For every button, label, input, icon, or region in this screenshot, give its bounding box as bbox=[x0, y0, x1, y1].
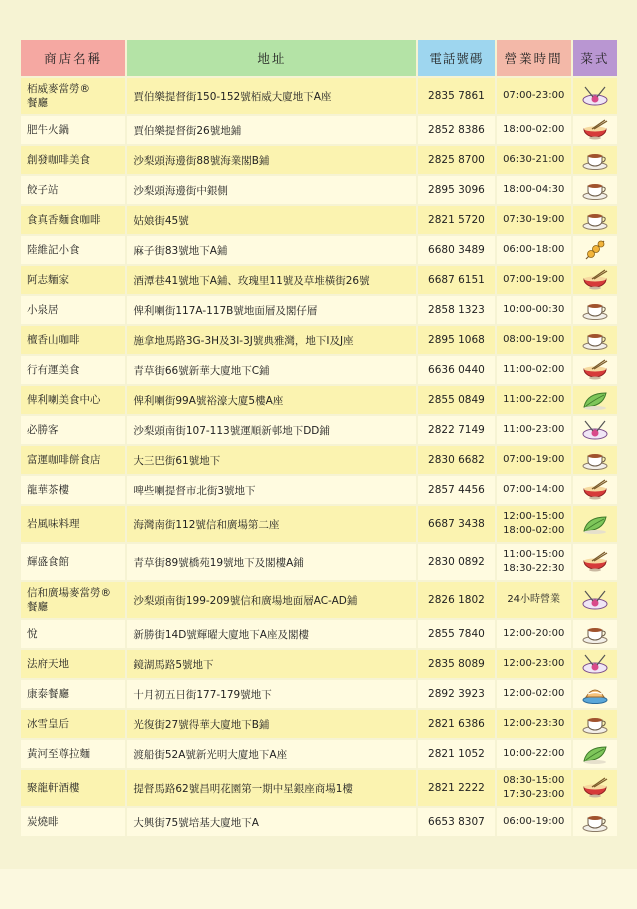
table-row bbox=[21, 506, 617, 542]
hours-cell: 06:30-21:00 bbox=[497, 146, 571, 174]
hours-cell: 11:00-02:00 bbox=[497, 356, 571, 384]
menu-type-cell bbox=[573, 326, 617, 354]
store-name-cell: 龍華茶樓 bbox=[21, 476, 125, 504]
hours-cell: 08:30-15:00 17:30-23:00 bbox=[497, 770, 571, 806]
store-name-cell: 黃河至尊拉麵 bbox=[21, 740, 125, 768]
phone-cell: 6687 6151 bbox=[418, 266, 494, 294]
address-cell: 海灣南街112號信和廣場第二座 bbox=[127, 506, 416, 542]
header-menu: 菜式 bbox=[573, 40, 617, 76]
table-row bbox=[21, 770, 617, 806]
phone-cell: 2835 7861 bbox=[418, 78, 494, 114]
hours-cell: 07:00-19:00 bbox=[497, 446, 571, 474]
address-cell: 沙梨頭南街107-113號運順新邨地下DD鋪 bbox=[127, 416, 416, 444]
address-cell: 俾利喇街117A-117B號地面層及閣仔層 bbox=[127, 296, 416, 324]
store-name-cell: 行有運美食 bbox=[21, 356, 125, 384]
menu-type-cell bbox=[573, 176, 617, 204]
menu-type-cell bbox=[573, 146, 617, 174]
hours-cell: 10:00-22:00 bbox=[497, 740, 571, 768]
phone-cell: 2858 1323 bbox=[418, 296, 494, 324]
address-cell: 俾利喇街99A號裕濠大廈5樓A座 bbox=[127, 386, 416, 414]
menu-type-cell bbox=[573, 770, 617, 806]
hours-cell: 08:00-19:00 bbox=[497, 326, 571, 354]
header-store-name: 商店名稱 bbox=[21, 40, 125, 76]
address-cell: 沙梨頭海邊街中銀側 bbox=[127, 176, 416, 204]
table-row bbox=[21, 116, 617, 144]
store-name-cell: 信和廣場麥當勞® 餐廳 bbox=[21, 582, 125, 618]
coffee-cup-icon bbox=[573, 209, 617, 231]
hours-cell: 11:00-23:00 bbox=[497, 416, 571, 444]
store-name-cell: 小泉居 bbox=[21, 296, 125, 324]
hours-cell: 12:00-23:30 bbox=[497, 710, 571, 738]
coffee-cup-icon bbox=[573, 149, 617, 171]
phone-cell: 2821 5720 bbox=[418, 206, 494, 234]
phone-cell: 2822 7149 bbox=[418, 416, 494, 444]
hours-cell: 12:00-02:00 bbox=[497, 680, 571, 708]
coffee-cup-icon bbox=[573, 713, 617, 735]
phone-cell: 2821 6386 bbox=[418, 710, 494, 738]
menu-type-cell bbox=[573, 296, 617, 324]
chinese-bowl-icon bbox=[573, 359, 617, 381]
store-name-cell: 悅 bbox=[21, 620, 125, 648]
table-row bbox=[21, 710, 617, 738]
phone-cell: 2821 1052 bbox=[418, 740, 494, 768]
store-name-cell: 栢威麥當勞® 餐廳 bbox=[21, 78, 125, 114]
phone-cell: 2821 2222 bbox=[418, 770, 494, 806]
hours-cell: 07:00-19:00 bbox=[497, 266, 571, 294]
address-cell: 提督馬路62號昌明花園第一期中星銀座商場1樓 bbox=[127, 770, 416, 806]
menu-type-cell bbox=[573, 386, 617, 414]
green-leaf-icon bbox=[573, 743, 617, 765]
coffee-cup-icon bbox=[573, 623, 617, 645]
phone-cell: 2895 1068 bbox=[418, 326, 494, 354]
store-name-cell: 法府天地 bbox=[21, 650, 125, 678]
table-row bbox=[21, 236, 617, 264]
table-row bbox=[21, 582, 617, 618]
phone-cell: 2835 8089 bbox=[418, 650, 494, 678]
menu-type-cell bbox=[573, 416, 617, 444]
menu-type-cell bbox=[573, 116, 617, 144]
menu-type-cell bbox=[573, 650, 617, 678]
fast-food-icon bbox=[573, 419, 617, 441]
chinese-bowl-icon bbox=[573, 119, 617, 141]
store-name-cell: 俾利喇美食中心 bbox=[21, 386, 125, 414]
store-name-cell: 康泰餐廳 bbox=[21, 680, 125, 708]
table-row bbox=[21, 680, 617, 708]
menu-type-cell bbox=[573, 476, 617, 504]
table-row bbox=[21, 740, 617, 768]
phone-cell: 2830 0892 bbox=[418, 544, 494, 580]
table-row bbox=[21, 146, 617, 174]
phone-cell: 6680 3489 bbox=[418, 236, 494, 264]
menu-type-cell bbox=[573, 680, 617, 708]
chinese-bowl-icon bbox=[573, 777, 617, 799]
address-cell: 大興街75號培基大廈地下A bbox=[127, 808, 416, 836]
page-footer-band bbox=[0, 869, 637, 909]
table-row bbox=[21, 326, 617, 354]
menu-type-cell bbox=[573, 506, 617, 542]
coffee-cup-icon bbox=[573, 449, 617, 471]
fast-food-icon bbox=[573, 653, 617, 675]
hours-cell: 06:00-18:00 bbox=[497, 236, 571, 264]
address-cell: 沙梨頭南街199-209號信和廣場地面層AC-AD鋪 bbox=[127, 582, 416, 618]
table-row bbox=[21, 808, 617, 836]
address-cell: 鏡湖馬路5號地下 bbox=[127, 650, 416, 678]
store-name-cell: 檀香山咖啡 bbox=[21, 326, 125, 354]
hours-cell: 07:00-14:00 bbox=[497, 476, 571, 504]
address-cell: 渡船街52A號新光明大廈地下A座 bbox=[127, 740, 416, 768]
address-cell: 賈伯樂提督街150-152號栢威大廈地下A座 bbox=[127, 78, 416, 114]
table-row bbox=[21, 386, 617, 414]
phone-cell: 2852 8386 bbox=[418, 116, 494, 144]
hours-cell: 12:00-20:00 bbox=[497, 620, 571, 648]
table-row bbox=[21, 296, 617, 324]
address-cell: 賈伯樂提督街26號地鋪 bbox=[127, 116, 416, 144]
address-cell: 光復街27號得華大廈地下B鋪 bbox=[127, 710, 416, 738]
store-name-cell: 富運咖啡餅食店 bbox=[21, 446, 125, 474]
green-leaf-icon bbox=[573, 513, 617, 535]
table-row bbox=[21, 176, 617, 204]
store-name-cell: 創發咖啡美食 bbox=[21, 146, 125, 174]
table-row bbox=[21, 356, 617, 384]
address-cell: 姑娘街45號 bbox=[127, 206, 416, 234]
header-hours: 營業時間 bbox=[497, 40, 571, 76]
fast-food-icon bbox=[573, 85, 617, 107]
table-row bbox=[21, 650, 617, 678]
address-cell: 麻子街83號地下A鋪 bbox=[127, 236, 416, 264]
coffee-cup-icon bbox=[573, 299, 617, 321]
menu-type-cell bbox=[573, 266, 617, 294]
coffee-cup-icon bbox=[573, 179, 617, 201]
address-cell: 施拿地馬路3G-3H及3I-3J號典雅灣，地下I及J座 bbox=[127, 326, 416, 354]
address-cell: 大三巴街61號地下 bbox=[127, 446, 416, 474]
hours-cell: 07:30-19:00 bbox=[497, 206, 571, 234]
address-cell: 十月初五日街177-179號地下 bbox=[127, 680, 416, 708]
address-cell: 沙梨頭海邊街88號海業閣B鋪 bbox=[127, 146, 416, 174]
chinese-bowl-icon bbox=[573, 269, 617, 291]
header-address: 地址 bbox=[127, 40, 416, 76]
store-name-cell: 冰雪皇后 bbox=[21, 710, 125, 738]
table-row bbox=[21, 446, 617, 474]
phone-cell: 2855 0849 bbox=[418, 386, 494, 414]
phone-cell: 2826 1802 bbox=[418, 582, 494, 618]
menu-type-cell bbox=[573, 544, 617, 580]
hours-cell: 11:00-22:00 bbox=[497, 386, 571, 414]
phone-cell: 6687 3438 bbox=[418, 506, 494, 542]
phone-cell: 6653 8307 bbox=[418, 808, 494, 836]
table-row bbox=[21, 78, 617, 114]
green-leaf-icon bbox=[573, 389, 617, 411]
store-name-cell: 陸維記小食 bbox=[21, 236, 125, 264]
chinese-bowl-icon bbox=[573, 479, 617, 501]
table-row bbox=[21, 476, 617, 504]
hours-cell: 07:00-23:00 bbox=[497, 78, 571, 114]
phone-cell: 2892 3923 bbox=[418, 680, 494, 708]
hours-cell: 18:00-04:30 bbox=[497, 176, 571, 204]
store-name-cell: 阿志麵家 bbox=[21, 266, 125, 294]
coffee-cup-icon bbox=[573, 329, 617, 351]
store-name-cell: 必勝客 bbox=[21, 416, 125, 444]
store-name-cell: 聚龍軒酒樓 bbox=[21, 770, 125, 806]
store-name-cell: 食真香麵食咖啡 bbox=[21, 206, 125, 234]
dessert-icon bbox=[573, 683, 617, 705]
address-cell: 酒潭巷41號地下A鋪、玫瑰里11號及草堆橫街26號 bbox=[127, 266, 416, 294]
restaurant-directory-table bbox=[19, 38, 619, 838]
menu-type-cell bbox=[573, 740, 617, 768]
phone-cell: 2830 6682 bbox=[418, 446, 494, 474]
coffee-cup-icon bbox=[573, 811, 617, 833]
hours-cell: 12:00-15:00 18:00-02:00 bbox=[497, 506, 571, 542]
hours-cell: 18:00-02:00 bbox=[497, 116, 571, 144]
header-phone: 電話號碼 bbox=[418, 40, 494, 76]
address-cell: 青草街89號橋苑19號地下及閣樓A鋪 bbox=[127, 544, 416, 580]
store-name-cell: 肥牛火鍋 bbox=[21, 116, 125, 144]
menu-type-cell bbox=[573, 808, 617, 836]
hours-cell: 11:00-15:00 18:30-22:30 bbox=[497, 544, 571, 580]
store-name-cell: 輝盛食館 bbox=[21, 544, 125, 580]
hours-cell: 06:00-19:00 bbox=[497, 808, 571, 836]
phone-cell: 6636 0440 bbox=[418, 356, 494, 384]
table-header-row bbox=[21, 40, 617, 76]
table-row bbox=[21, 544, 617, 580]
menu-type-cell bbox=[573, 356, 617, 384]
address-cell: 啤些喇提督市北街3號地下 bbox=[127, 476, 416, 504]
table-row bbox=[21, 266, 617, 294]
hours-cell: 10:00-00:30 bbox=[497, 296, 571, 324]
phone-cell: 2895 3096 bbox=[418, 176, 494, 204]
menu-type-cell bbox=[573, 446, 617, 474]
store-name-cell: 炭燒啡 bbox=[21, 808, 125, 836]
table-row bbox=[21, 206, 617, 234]
chinese-bowl-icon bbox=[573, 551, 617, 573]
menu-type-cell bbox=[573, 78, 617, 114]
address-cell: 青草街66號新華大廈地下C鋪 bbox=[127, 356, 416, 384]
hours-cell: 24小時營業 bbox=[497, 582, 571, 618]
table-row bbox=[21, 416, 617, 444]
store-name-cell: 岩風味料理 bbox=[21, 506, 125, 542]
menu-type-cell bbox=[573, 236, 617, 264]
phone-cell: 2855 7840 bbox=[418, 620, 494, 648]
hours-cell: 12:00-23:00 bbox=[497, 650, 571, 678]
menu-type-cell bbox=[573, 206, 617, 234]
fast-food-icon bbox=[573, 589, 617, 611]
table-row bbox=[21, 620, 617, 648]
phone-cell: 2825 8700 bbox=[418, 146, 494, 174]
snack-skewer-icon bbox=[573, 239, 617, 261]
menu-type-cell bbox=[573, 620, 617, 648]
store-name-cell: 餃子站 bbox=[21, 176, 125, 204]
phone-cell: 2857 4456 bbox=[418, 476, 494, 504]
menu-type-cell bbox=[573, 582, 617, 618]
address-cell: 新勝街14D號輝曜大廈地下A座及閣樓 bbox=[127, 620, 416, 648]
menu-type-cell bbox=[573, 710, 617, 738]
